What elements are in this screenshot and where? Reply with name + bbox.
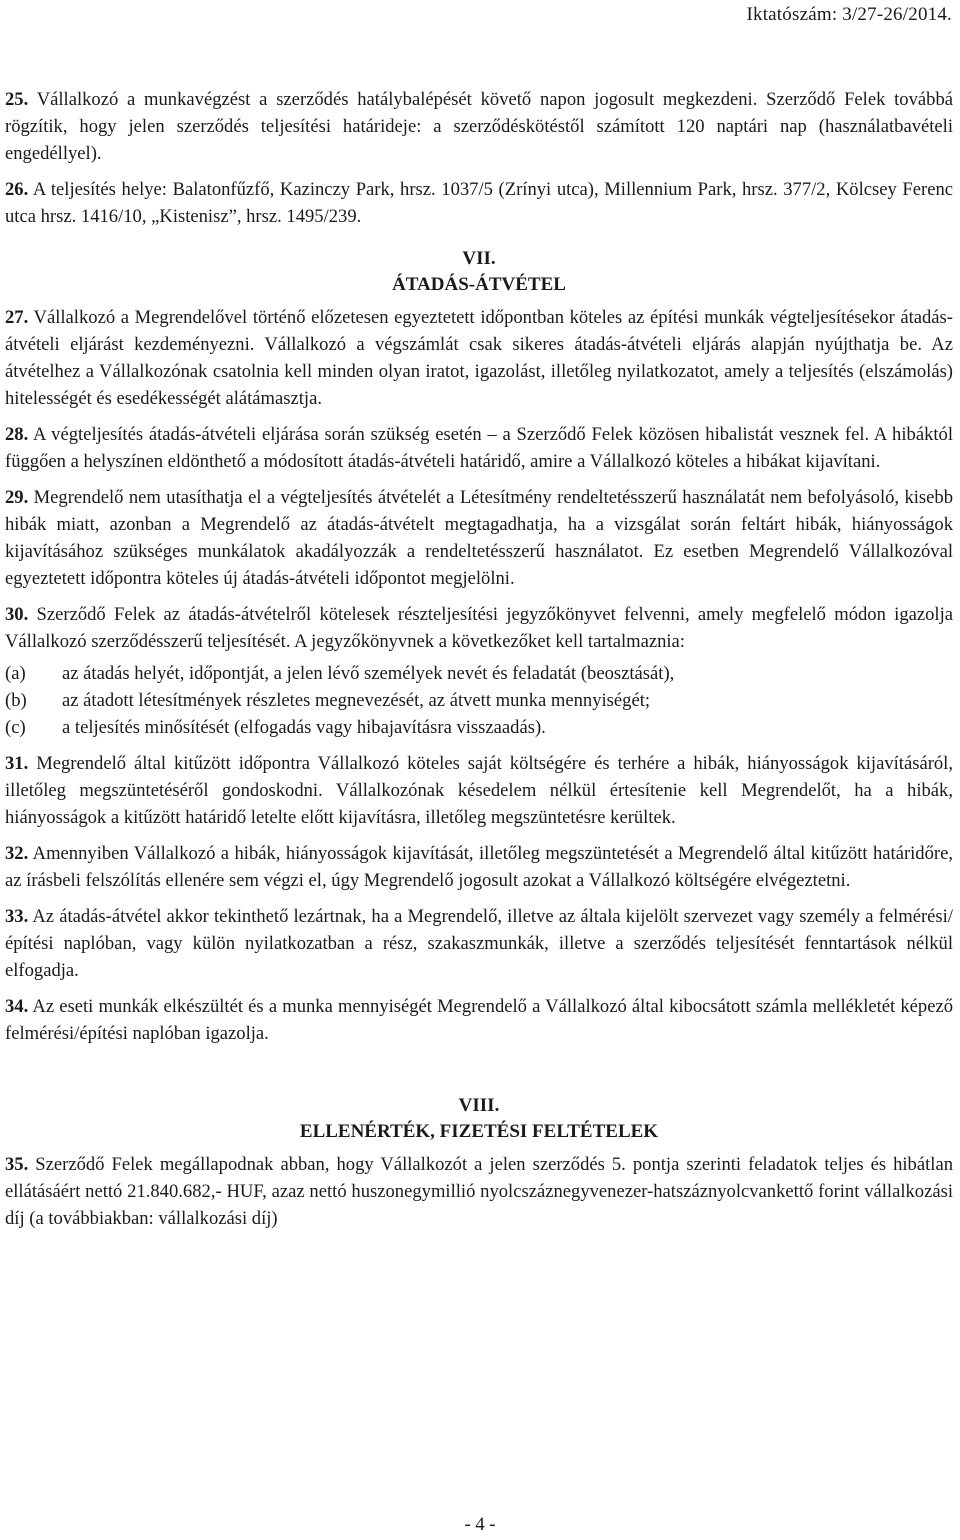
section-heading-vii [5,246,953,298]
paragraph-text: Szerződő Felek megállapodnak abban, hogy Vállalkozót a jelen szerződés 5. pontja szerinti feladatok teljes és hibátlan ellátásáért nettó 21.840.682,- HUF, azaz nettó huszonegymillió nyolcszáznegyvenezer-hatszáznyolcvankettő forint vállalkozási díj (a továbbiakban: vállalkozási díj) [5,1154,953,1229]
list-item-text: az átadás helyét, időpontját, a jelen lévő személyek nevét és feladatát (beosztását), [62,663,675,684]
paragraph-31 [5,750,953,831]
registration-number: Iktatószám: 3/27-26/2014. [746,4,952,25]
paragraph-number: 30. [5,604,29,625]
paragraph-text: Szerződő Felek az átadás-átvételről kötelesek részteljesítési jegyzőkönyvet felvenni, amely megfelelő módon igazolja Vállalkozó szerződésszerű teljesítését. A jegyzőkönyvnek a következőket kell tartalmaznia: [5,604,954,652]
list-item-text: a teljesítés minősítését (elfogadás vagy hibajavításra visszaadás). [62,717,546,738]
paragraph-number: 33. [5,906,29,927]
list-item-letter: (b) [5,690,27,711]
paragraph-32 [5,840,953,894]
paragraph-33 [5,903,953,984]
paragraph-34 [5,993,953,1047]
list-item-letter: (c) [5,717,26,738]
paragraph-number: 29. [5,487,29,508]
paragraph-text: A végteljesítés átadás-átvételi eljárása során szükség esetén – a Szerződő Felek közösen hibalistát vesznek fel. A hibáktól függően a helyszínen eldönthető a módosított átadás-átvételi határidő, amire a Vállalkozó köteles a hibákat kijavítani. [5,424,953,472]
paragraph-number: 27. [5,307,29,328]
paragraph-text: Vállalkozó a munkavégzést a szerződés hatálybalépését követő napon jogosult megkezdeni. Szerződő Felek továbbá rögzítik, hogy jelen szerződés teljesítési határideje: a szerződéskötéstől számított 120 naptári nap (használatbavételi engedéllyel). [5,89,954,164]
paragraph-number: 34. [5,996,29,1017]
paragraph-number: 32. [5,843,29,864]
paragraph-number: 31. [5,753,29,774]
paragraph-text: Megrendelő nem utasíthatja el a végteljesítés átvételét a Létesítmény rendeltetésszerű használatát nem befolyásoló, kisebb hibák miatt, azonban a Megrendelő az átadás-átvételt megtagadhatja, ha a vizsgálat során feltárt hibák, hiányosságok kijavításához szükséges munkálatok akadályozzák a rendeltetésszerű használatot. Ez esetben Megrendelő Vállalkozóval egyeztetett időpontra köteles új átadás-átvételi időpontot megjelölni. [5,487,953,589]
paragraph-text: Megrendelő által kitűzött időpontra Vállalkozó köteles saját költségére és terhére a hibák, hiányosságok kijavításáról, illetőleg megszüntetéséről gondoskodni. Vállalkozónak késedelem nélkül értesítenie kell Megrendelőt, ha a hibák, hiányosságok a kitűzött határidő letelte előtt kijavításra, illetőleg megszüntetésre kerültek. [5,753,954,828]
paragraph-30 [5,601,953,655]
paragraph-text: Az átadás-átvétel akkor tekinthető lezártnak, ha a Megrendelő, illetve az általa kijelölt szervezet vagy személy a felmérési/építési naplóban, vagy külön nyilatkozatban a rész, szakaszmunkák, illetve a szerződés teljesítését fenntartások nélkül elfogadja. [5,906,953,981]
paragraph-text: Az eseti munkák elkészültét és a munka mennyiségét Megrendelő a Vállalkozó által kibocsátott számla mellékletét képező felmérési/építési naplóban igazolja. [5,996,954,1044]
paragraph-number: 35. [5,1154,29,1175]
list-item-text: az átadott létesítmények részletes megnevezését, az átvett munka mennyiségét; [62,690,651,711]
list-item [5,714,953,741]
paragraph-26 [5,176,953,230]
paragraph-35 [5,1151,953,1232]
paragraph-text: A teljesítés helye: Balatonfűzfő, Kazinczy Park, hrsz. 1037/5 (Zrínyi utca), Millennium Park, hrsz. 377/2, Kölcsey Ferenc utca hrsz. 1416/10, „Kistenisz”, hrsz. 1495/239. [5,179,953,227]
section-title: ÁTADÁS-ÁTVÉTEL [392,274,566,295]
paragraph-27 [5,304,953,412]
paragraph-25 [5,86,953,167]
page-number: - 4 - [464,1514,496,1535]
section-roman-numeral: VIII. [458,1095,500,1116]
section-title: ELLENÉRTÉK, FIZETÉSI FELTÉTELEK [299,1121,659,1142]
requirements-list [5,660,953,741]
paragraph-text: Amennyiben Vállalkozó a hibák, hiányosságok kijavítását, illetőleg megszüntetését a Megrendelő által kitűzött határidőre, az írásbeli felszólítás ellenére sem végzi el, úgy Megrendelő jogosult azokat a Vállalkozó költségére elvégeztetni. [5,843,953,891]
paragraph-28 [5,421,953,475]
section-roman-numeral: VII. [462,248,496,269]
list-item-letter: (a) [5,663,26,684]
paragraph-number: 25. [5,89,29,110]
list-item [5,660,953,687]
list-item [5,687,953,714]
section-heading-viii [5,1093,953,1145]
paragraph-text: Vállalkozó a Megrendelővel történő előzetesen egyeztetett időpontban köteles az építési munkák végteljesítésekor átadás-átvételi eljárást kezdeményezni. Vállalkozó a végszámlát csak sikeres átadás-átvételi eljárás alapján nyújthatja be. Az átvételhez a Vállalkozónak csatolnia kell minden olyan iratot, igazolást, illetőleg nyilatkozatot, amely a teljesítés (elszámolás) hitelességét és esedékességét alátámasztja. [5,307,953,409]
document-body [5,86,953,1241]
paragraph-number: 28. [5,424,29,445]
paragraph-number: 26. [5,179,29,200]
paragraph-29 [5,484,953,592]
